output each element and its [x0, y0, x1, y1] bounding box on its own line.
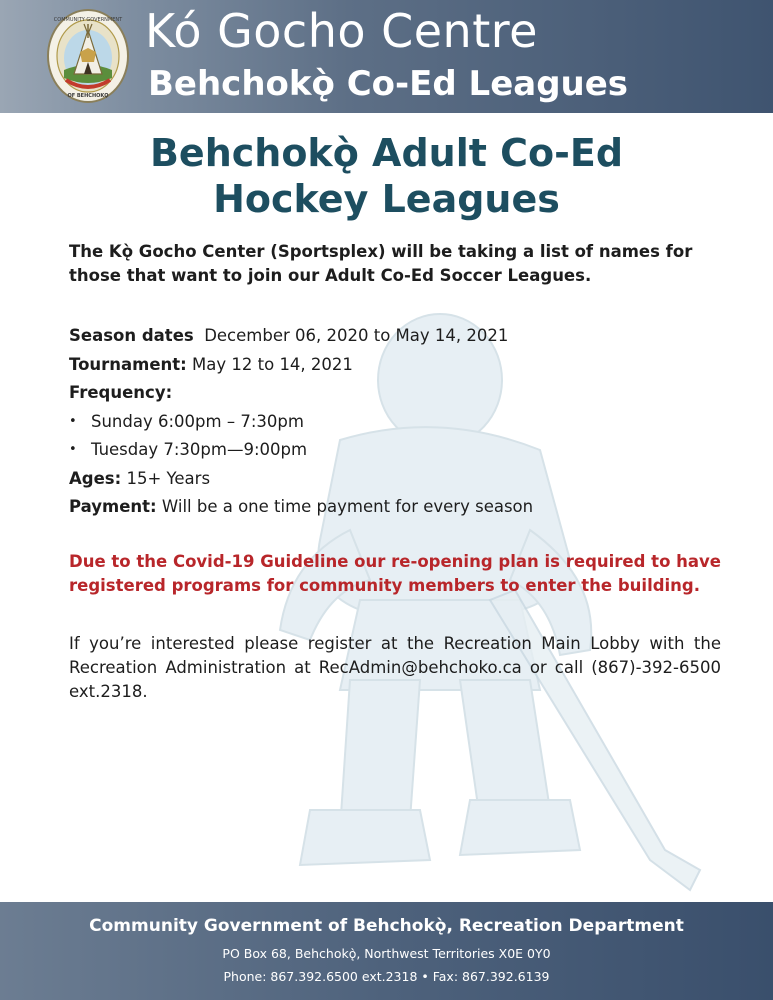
tournament-value: May 12 to 14, 2021	[192, 354, 353, 374]
header-title: Kó Gocho Centre	[145, 4, 538, 58]
contact-paragraph: If you’re interested please register at the Recreation Main Lobby with the Recreation Administration at RecAdmin@behchoko.ca or call (867)-392-6500 ext.2318.	[69, 634, 721, 701]
seal-text-bottom: OF BEHCHOKǪ̀	[67, 93, 109, 99]
frequency-item-text: Sunday 6:00pm – 7:30pm	[91, 411, 304, 431]
ages-row	[69, 465, 721, 494]
season-dates-row	[69, 322, 721, 351]
main-title	[0, 130, 773, 222]
bullet-icon: •	[69, 442, 77, 457]
bullet-icon: •	[69, 413, 77, 429]
intro-section	[69, 240, 721, 288]
frequency-item-text: Tuesday 7:30pm—9:00pm	[91, 440, 308, 459]
frequency-row	[69, 379, 721, 408]
season-dates-label: Season dates	[69, 326, 194, 345]
footer-phone: Phone: 867.392.6500 ext.2318 • Fax: 867.392.6139	[223, 969, 550, 984]
ages-value: 15+ Years	[126, 468, 211, 488]
frequency-item	[69, 408, 721, 437]
main-title-line2: Hockey Leagues	[213, 177, 560, 221]
footer-banner	[0, 902, 773, 1000]
seal-text-top: COMMUNITY GOVERNMENT	[53, 17, 123, 23]
tournament-row	[69, 351, 721, 380]
covid-warning: Due to the Covid-19 Guideline our re-opening plan is required to have registered programs for community members to enter the building.	[69, 552, 721, 595]
league-details	[69, 322, 721, 522]
frequency-label: Frequency:	[69, 383, 173, 402]
main-title-line1: Behchokǫ̀ Adult Co-Ed	[149, 131, 624, 175]
header-subtitle: Behchokǫ̀ Co-Ed Leagues	[148, 64, 629, 104]
intro-paragraph: The Kǫ̀ Gocho Center (Sportsplex) will be taking a list of names for those that want to join our Adult Co-Ed Soccer Leagues.	[69, 242, 693, 285]
footer-address: PO Box 68, Behchokǫ̀, Northwest Territories X0E 0Y0	[222, 946, 551, 961]
frequency-item	[69, 436, 721, 465]
header-banner	[0, 0, 773, 113]
community-seal-logo	[46, 8, 130, 104]
payment-value: Will be a one time payment for every season	[161, 497, 534, 516]
payment-row	[69, 493, 721, 522]
payment-label: Payment:	[69, 497, 157, 516]
ages-label: Ages:	[69, 468, 122, 488]
season-dates-value: December 06, 2020 to May 14, 2021	[204, 326, 509, 345]
tournament-label: Tournament:	[69, 354, 187, 374]
footer-title: Community Government of Behchokǫ̀, Recreation Department	[89, 916, 684, 936]
